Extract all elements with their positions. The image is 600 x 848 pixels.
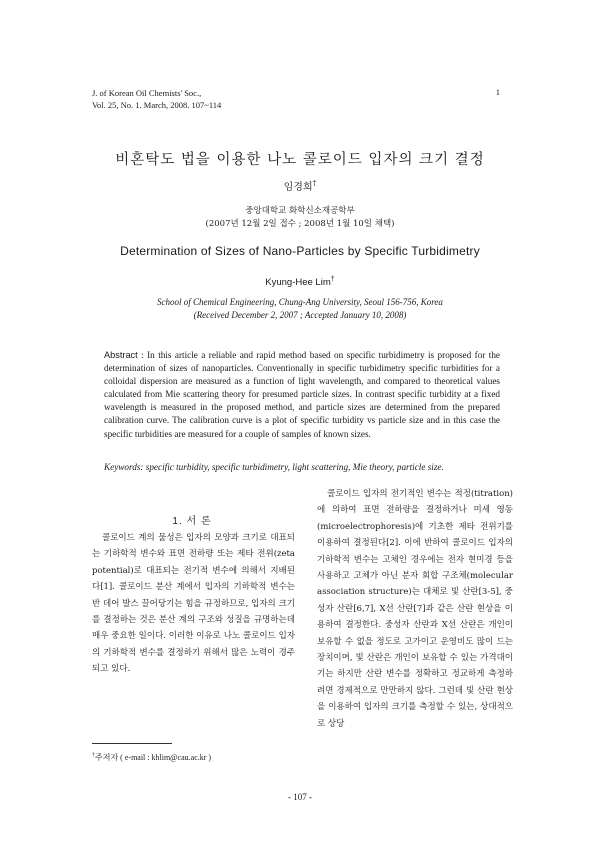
affiliation-english-block — [0, 296, 600, 322]
title-english: Determination of Sizes of Nano-Particles by Specific Turbidimetry — [120, 244, 480, 258]
footer-page-number: - 107 - — [288, 792, 312, 802]
abstract — [104, 349, 500, 441]
journal-header — [92, 87, 221, 111]
abstract-text: : In this article a reliable and rapid method based on specific turbidimetry is proposed for the determination of sizes of nanoparticles. Conventionally in specific turbidimetry specific turbidities for a colloidal dispersion are measured as a function of light wavelength, and compared to theoretical values calculated from Mie scattering theory for presumed particle sizes. In contrast specific turbidity at a fixed wavelength is measured in the proposed method, and particle sizes are determined from the prepared calibration curve. The calibration curve is a plot of specific turbidity vs particle size and in this case the specific turbidities are measured for a couple of samples of known sizes. — [104, 350, 501, 439]
header-page-number: 1 — [495, 87, 500, 97]
abstract-label: Abstract — [104, 350, 138, 360]
intro-left-column: 콜로이드 계의 물성은 입자의 모양과 크기로 대표되는 기하학적 변수와 표면 전하량 또는 제타 전위(zeta potential)로 대표되는 전기적 변수에 의해서 지배된다[1]. 콜로이드 분산 계에서 입자의 기하학적 변수는 반 데어 발스 끌어당기는 힘을 규정하므로, 입자의 크기를 결정하는 것은 분산 계의 구조와 성질을 규명하는데 매우 중요한 일이다. 이러한 이유로 나노 콜로이드 입자의 기하학적 변수를 결정하기 위해서 많은 노력이 경주되고 있다. — [92, 533, 295, 675]
journal-volume: Vol. 25, No. 1. March, 2008. 107~114 — [92, 100, 222, 110]
author-korean-line — [0, 178, 600, 193]
keywords: Keywords: specific turbidity, specific turbidimetry, light scattering, Mie theory, particle size. — [104, 462, 444, 472]
dates-korean: (2007년 12월 2일 접수 ; 2008년 1월 10일 채택) — [205, 219, 395, 229]
footnote-rule — [92, 743, 172, 744]
affiliation-english: School of Chemical Engineering, Chung-Ang University, Seoul 156-756, Korea — [157, 297, 443, 307]
affiliation-korean: 중앙대학교 화학신소재공학부 — [245, 206, 355, 216]
author-mark-english: † — [330, 275, 335, 283]
section-title: 1. 서 론 — [172, 516, 212, 527]
dates-english: (Received December 2, 2007 ; Accepted January 10, 2008) — [193, 310, 407, 320]
footnote-text: 주저자 ( e-mail : khlim@cau.ac.kr ) — [95, 753, 212, 762]
footnote — [92, 752, 211, 763]
author-korean: 임경희 — [283, 182, 313, 193]
affiliation-korean-block — [0, 205, 600, 231]
author-mark: † — [312, 178, 317, 188]
title-korean: 비혼탁도 법을 이용한 나노 콜로이드 입자의 크기 결정 — [115, 152, 485, 168]
journal-name: J. of Korean Oil Chemists' Soc., — [92, 88, 202, 98]
footnote-mark: † — [92, 752, 95, 759]
intro-right-column: 콜로이드 입자의 전기적인 변수는 적정(titration)에 의하여 표면 전하량을 결정하거나 미세 영동(microelectrophoresis)에 기초한 제타 전위기를 이용하여 결정된다[2]. 이에 반하여 콜로이드 입자의 기하학적 변수는 고체인 경우에는 전자 현미경 등을 사용하고 고체가 아닌 분자 회합 구조체(molecular association structure)는 대체로 빛 산란[3-5], 중성자 산란[6,7], X선 산란[7]과 같은 산란 현상을 이용하여 결정한다. 중성자 산란과 X선 산란은 개인이 보유할 수 없을 정도로 고가이고 운영비도 많이 드는 장치이며, 빛 산란은 개인이 보유할 수 있는 가격대이기는 하지만 산란 변수를 정확하고 정교하게 측정하려면 경제적으로 만만하지 않다. 그런데 빛 산란 현상을 이용하여 입자의 크기를 측정할 수 있는, 상대적으로 상당 — [317, 489, 513, 729]
author-english-line — [0, 275, 600, 288]
author-english: Kyung-Hee Lim — [265, 277, 331, 289]
